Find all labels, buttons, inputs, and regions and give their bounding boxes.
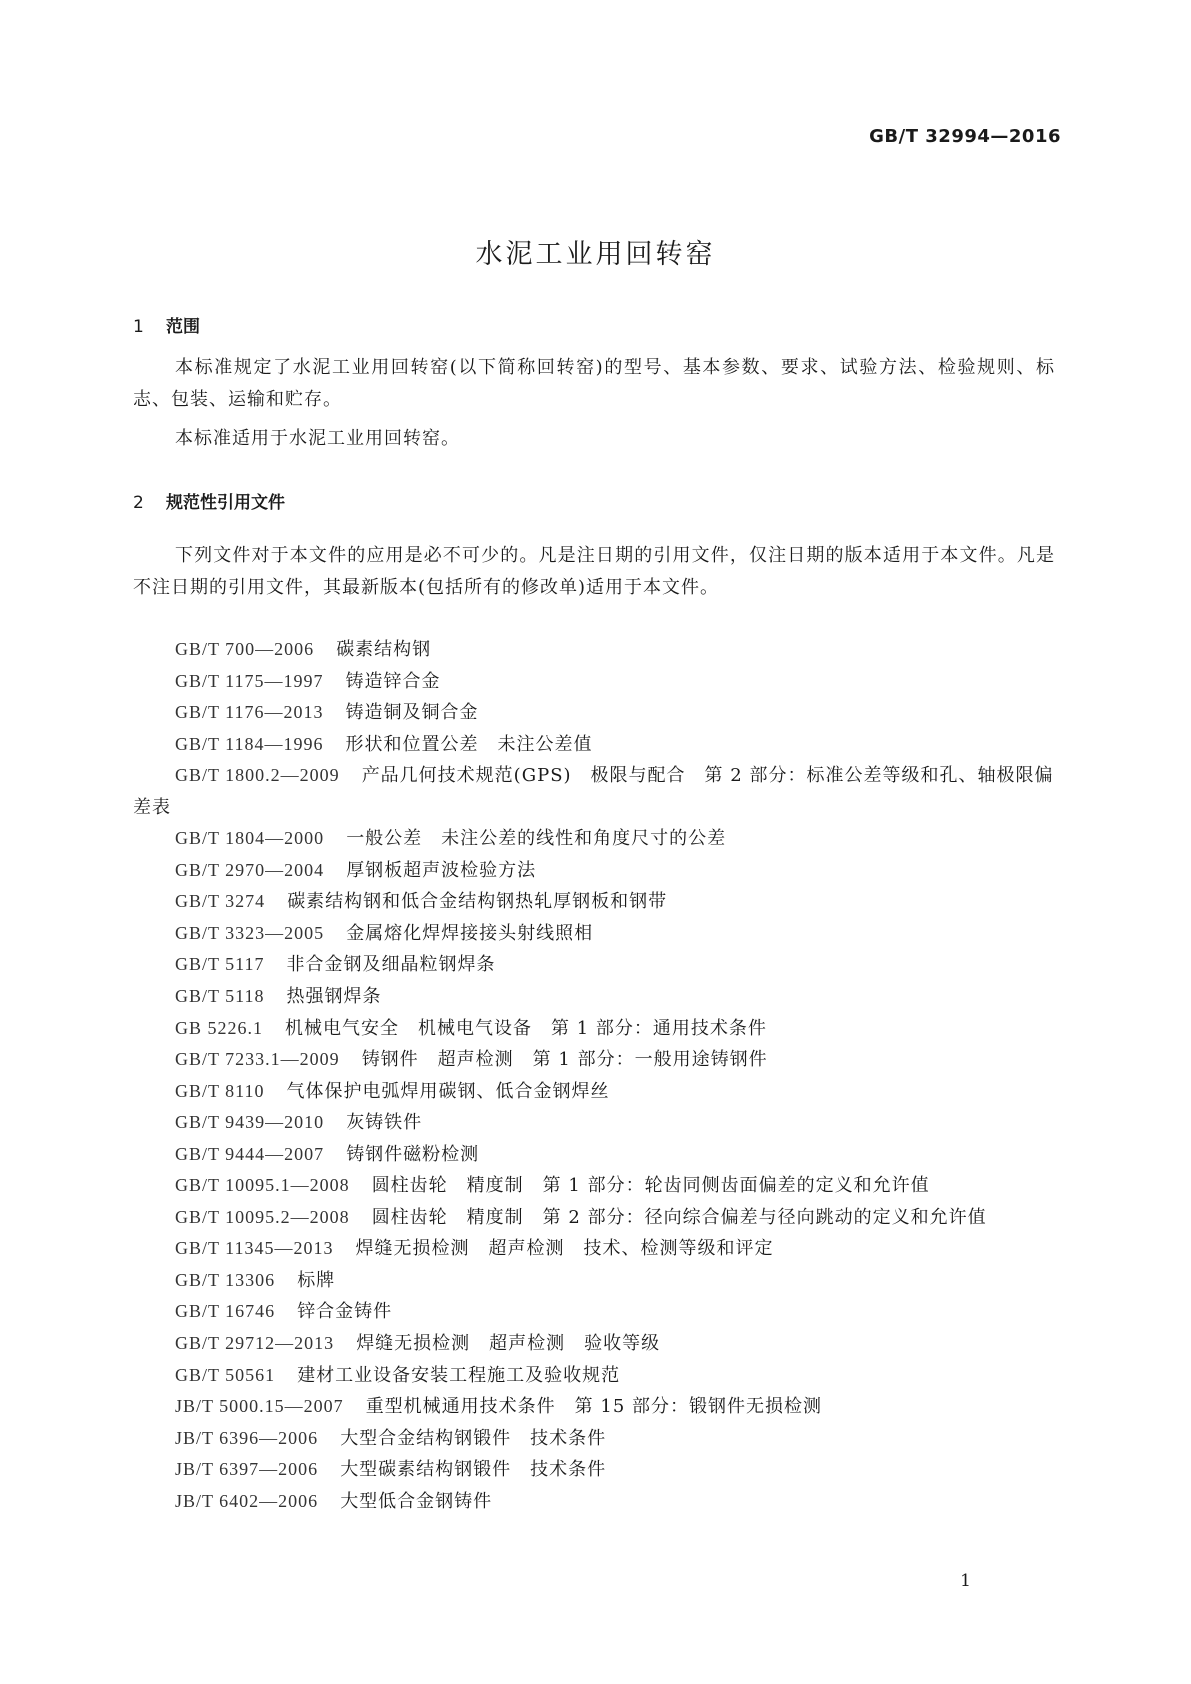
reference-item [133, 1139, 1055, 1171]
reference-code: GB/T 8110 [175, 1080, 265, 1101]
reference-item [133, 1076, 1055, 1108]
scope-paragraph: 本标准规定了水泥工业用回转窑(以下简称回转窑)的型号、基本参数、要求、试验方法、检验规则、标志、包装、运输和贮存。 [133, 357, 1055, 410]
reference-title: 重型机械通用技术条件 第 15 部分：锻钢件无损检测 [365, 1396, 823, 1418]
reference-title: 大型低合金钢铸件 [340, 1490, 493, 1512]
reference-title: 非合金钢及细晶粒钢焊条 [286, 954, 496, 976]
reference-code: GB/T 3323—2005 [175, 922, 325, 943]
scope-paragraph: 本标准适用于水泥工业用回转窑。 [175, 428, 460, 449]
references-intro-paragraph: 下列文件对于本文件的应用是必不可少的。凡是注日期的引用文件，仅注日期的版本适用于本文件。凡是不注日期的引用文件，其最新版本(包括所有的修改单)适用于本文件。 [133, 545, 1055, 598]
reference-item [133, 1360, 1055, 1392]
reference-item [133, 1328, 1055, 1360]
reference-title: 圆柱齿轮 精度制 第 1 部分：轮齿同侧齿面偏差的定义和允许值 [371, 1175, 930, 1197]
reference-title: 大型碳素结构钢锻件 技术条件 [340, 1459, 607, 1481]
reference-title: 产品几何技术规范(GPS) 极限与配合 第 2 部分：标准公差等级和孔、轴极限偏差表 [133, 765, 1054, 818]
reference-item [133, 981, 1055, 1013]
reference-code: GB/T 1800.2—2009 [175, 765, 340, 786]
reference-code: JB/T 6396—2006 [175, 1427, 319, 1448]
reference-code: GB/T 10095.1—2008 [175, 1175, 350, 1196]
reference-item [133, 918, 1055, 950]
reference-item [133, 1107, 1055, 1139]
reference-item [133, 1296, 1055, 1328]
reference-item [133, 760, 1055, 823]
reference-item [133, 1044, 1055, 1076]
reference-item [133, 1454, 1055, 1486]
reference-item [133, 1265, 1055, 1297]
section-title: 规范性引用文件 [166, 493, 285, 513]
reference-item [133, 634, 1055, 666]
reference-code: GB/T 3274 [175, 891, 266, 912]
section-number: 2 [133, 493, 144, 513]
reference-title: 铸造铜及铜合金 [345, 702, 479, 724]
reference-title: 标牌 [297, 1269, 336, 1291]
reference-code: GB/T 10095.2—2008 [175, 1206, 350, 1227]
reference-title: 大型合金结构钢锻件 技术条件 [340, 1427, 607, 1449]
reference-code: GB/T 7233.1—2009 [175, 1049, 340, 1070]
reference-title: 气体保护电弧焊用碳钢、低合金钢焊丝 [286, 1080, 610, 1102]
reference-title: 圆柱齿轮 精度制 第 2 部分：径向综合偏差与径向跳动的定义和允许值 [371, 1206, 987, 1228]
reference-code: GB/T 1175—1997 [175, 670, 324, 691]
reference-code: JB/T 5000.15—2007 [175, 1396, 344, 1417]
reference-title: 金属熔化焊焊接接头射线照相 [346, 922, 594, 944]
reference-code: GB/T 1804—2000 [175, 828, 325, 849]
reference-title: 热强钢焊条 [286, 986, 382, 1008]
reference-title: 碳素结构钢 [336, 639, 432, 660]
section-title: 范围 [166, 317, 200, 337]
reference-code: GB/T 16746 [175, 1301, 276, 1322]
reference-item [133, 1486, 1055, 1518]
reference-item [133, 1391, 1055, 1423]
section-number: 1 [133, 317, 144, 337]
reference-item [133, 1423, 1055, 1455]
reference-code: GB/T 2970—2004 [175, 859, 325, 880]
page-number: 1 [960, 1571, 971, 1591]
reference-title: 焊缝无损检测 超声检测 验收等级 [356, 1333, 661, 1355]
reference-code: JB/T 6397—2006 [175, 1459, 319, 1480]
reference-item [133, 697, 1055, 729]
reference-title: 一般公差 未注公差的线性和角度尺寸的公差 [346, 828, 727, 850]
reference-item [133, 949, 1055, 981]
reference-code: GB/T 1176—2013 [175, 702, 324, 723]
reference-title: 锌合金铸件 [297, 1301, 393, 1323]
reference-list [133, 634, 1055, 1517]
reference-item [133, 1202, 1055, 1234]
reference-title: 厚钢板超声波检验方法 [346, 859, 537, 881]
section-heading-normative-references [133, 488, 285, 513]
reference-item [133, 1013, 1055, 1045]
reference-title: 铸钢件 超声检测 第 1 部分：一般用途铸钢件 [361, 1049, 768, 1071]
reference-item [133, 855, 1055, 887]
reference-title: 铸造锌合金 [345, 670, 441, 692]
reference-title: 建材工业设备安装工程施工及验收规范 [297, 1364, 621, 1386]
document-title: 水泥工业用回转窑 [475, 239, 716, 270]
reference-code: GB/T 5117 [175, 954, 265, 975]
reference-code: GB/T 9444—2007 [175, 1143, 325, 1164]
reference-code: GB 5226.1 [175, 1017, 264, 1038]
section-heading-scope [133, 312, 200, 337]
reference-code: GB/T 11345—2013 [175, 1238, 334, 1259]
reference-title: 灰铸铁件 [346, 1112, 423, 1134]
reference-item [133, 886, 1055, 918]
reference-code: GB/T 5118 [175, 986, 265, 1007]
reference-item [133, 1233, 1055, 1265]
reference-title: 形状和位置公差 未注公差值 [345, 733, 593, 755]
reference-title: 铸钢件磁粉检测 [346, 1143, 480, 1165]
reference-code: GB/T 13306 [175, 1269, 276, 1290]
reference-code: GB/T 1184—1996 [175, 733, 324, 754]
reference-code: GB/T 29712—2013 [175, 1333, 335, 1354]
reference-title: 碳素结构钢和低合金结构钢热轧厚钢板和钢带 [287, 891, 668, 913]
reference-item [133, 823, 1055, 855]
reference-title: 焊缝无损检测 超声检测 技术、检测等级和评定 [355, 1238, 774, 1260]
reference-code: GB/T 50561 [175, 1364, 276, 1385]
reference-code: JB/T 6402—2006 [175, 1490, 319, 1511]
reference-item [133, 666, 1055, 698]
standard-code: GB/T 32994—2016 [869, 126, 1061, 147]
reference-item [133, 1170, 1055, 1202]
reference-item [133, 729, 1055, 761]
reference-title: 机械电气安全 机械电气设备 第 1 部分：通用技术条件 [285, 1017, 767, 1039]
reference-code: GB/T 700—2006 [175, 639, 315, 659]
reference-code: GB/T 9439—2010 [175, 1112, 325, 1133]
